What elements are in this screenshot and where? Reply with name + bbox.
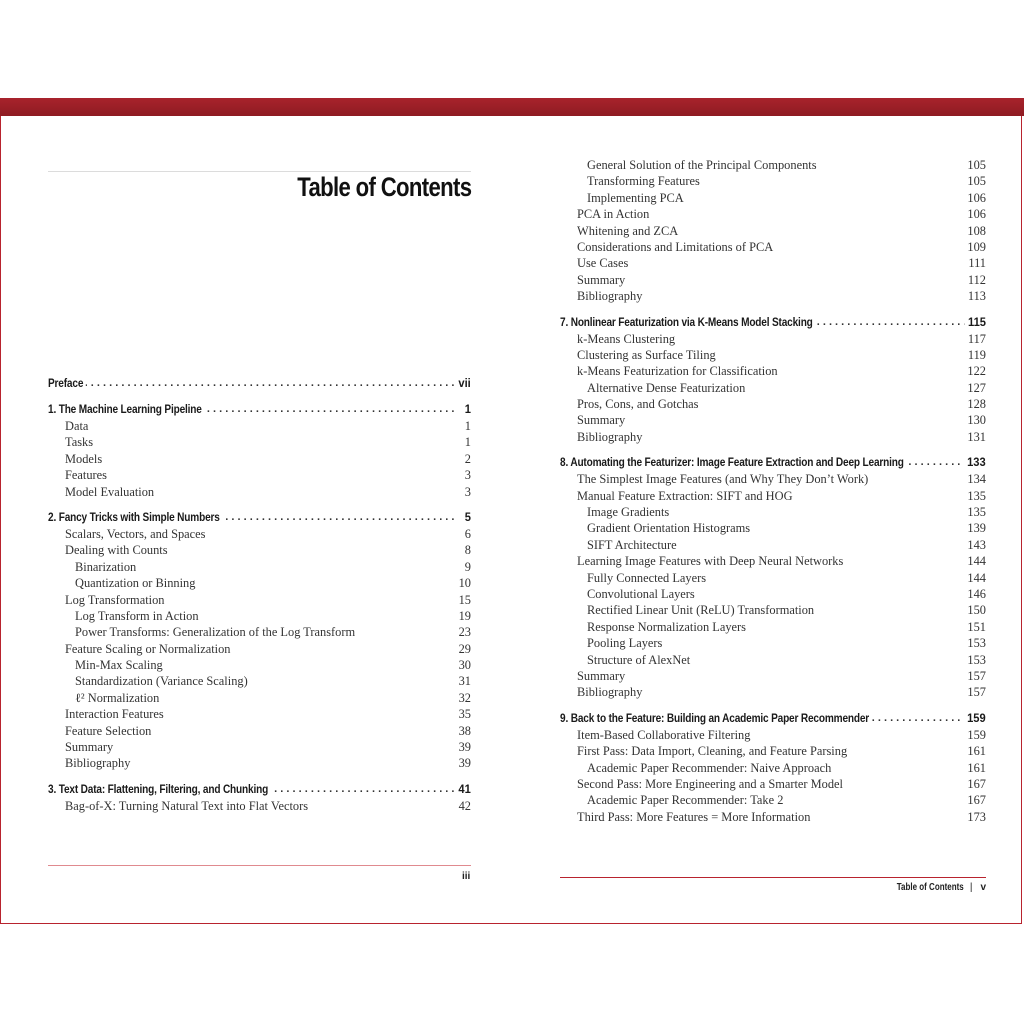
toc-entry-title: Academic Paper Recommender: Take 2	[587, 793, 784, 808]
toc-entry-title: SIFT Architecture	[587, 537, 677, 552]
toc-entry-page: 15	[458, 592, 471, 607]
toc-entry-page: 2	[464, 451, 471, 466]
toc-chapter-entry[interactable]	[48, 780, 471, 798]
toc-entry-title: Fully Connected Layers	[587, 570, 707, 585]
toc-entry-page: 135	[967, 505, 986, 520]
toc-entry-title: Image Gradients	[587, 505, 670, 520]
toc-entry-title: Learning Image Features with Deep Neural Networks	[577, 554, 844, 569]
toc-entry-page: 113	[967, 289, 986, 304]
toc-entry-page: 144	[967, 570, 986, 585]
toc-subsection-entry[interactable]	[560, 602, 986, 618]
toc-section-entry[interactable]	[560, 429, 986, 445]
toc-entry-page: 159	[967, 727, 986, 742]
toc-entry-page: 8	[464, 543, 471, 558]
toc-entry-page: 115	[964, 313, 986, 331]
toc-entry-page: 1	[461, 400, 471, 418]
toc-entry-title: Bibliography	[65, 756, 131, 771]
toc-entry-title: 9. Back to the Feature: Building an Academic Paper Recommender	[560, 709, 872, 727]
toc-entry-title: Bibliography	[577, 289, 643, 304]
toc-entry-title: 8. Automating the Featurizer: Image Feature Extraction and Deep Learning	[560, 453, 906, 471]
toc-entry-title: PCA in Action	[577, 207, 650, 222]
toc-entry-page: 157	[967, 685, 986, 700]
toc-subsection-entry[interactable]	[560, 380, 986, 396]
toc-entry-page: 122	[967, 364, 986, 379]
toc-entry-title: Considerations and Limitations of PCA	[577, 239, 774, 254]
footer-separator: |	[969, 882, 973, 893]
toc-section-entry[interactable]	[560, 809, 986, 825]
toc-entry-page: 42	[458, 798, 471, 813]
toc-entry-title: Whitening and ZCA	[577, 223, 679, 238]
toc-entry-title: Third Pass: More Features = More Information	[577, 809, 811, 824]
toc-entry-title: Summary	[577, 413, 626, 428]
toc-entry-page: 39	[458, 740, 471, 755]
toc-section-entry[interactable]	[48, 451, 471, 467]
toc-subsection-entry[interactable]	[560, 760, 986, 776]
toc-section-entry[interactable]	[48, 434, 471, 450]
toc-entry-page: 32	[458, 690, 471, 705]
toc-entry-title: Implementing PCA	[587, 190, 684, 205]
toc-entry-page: 39	[458, 756, 471, 771]
toc-entry-title: The Simplest Image Features (and Why They Don’t Work)	[577, 472, 869, 487]
toc-entry-page: 131	[967, 429, 986, 444]
toc-entry-title: Bibliography	[577, 685, 643, 700]
toc-entry-page: 139	[967, 521, 986, 536]
toc-entry-page: 153	[967, 652, 986, 667]
toc-subsection-entry[interactable]	[48, 690, 471, 706]
toc-entry-page: 161	[967, 744, 986, 759]
toc-subsection-entry[interactable]	[48, 673, 471, 689]
toc-entry-page: 106	[967, 190, 986, 205]
toc-entry-title: ℓ² Normalization	[75, 690, 160, 705]
toc-entry-page: 173	[967, 809, 986, 824]
toc-subsection-entry[interactable]	[560, 520, 986, 536]
toc-entry-page: 105	[967, 158, 986, 172]
toc-section-entry[interactable]	[560, 743, 986, 759]
toc-section-entry[interactable]	[48, 526, 471, 542]
toc-entry-page: 9	[464, 559, 471, 574]
toc-subsection-entry[interactable]	[560, 157, 986, 173]
top-color-band	[0, 98, 1024, 116]
toc-entry-page: 157	[967, 668, 986, 683]
toc-entry-page: 1	[464, 435, 471, 450]
toc-entry-page: 3	[464, 468, 471, 483]
toc-section-entry[interactable]	[48, 641, 471, 657]
toc-entry-page: 1	[464, 419, 471, 433]
toc-entry-title: Dealing with Counts	[65, 543, 168, 558]
toc-entry-title: Feature Scaling or Normalization	[65, 641, 231, 656]
toc-entry-title: Min-Max Scaling	[75, 658, 163, 673]
toc-subsection-entry[interactable]	[560, 619, 986, 635]
toc-entry-page: 10	[458, 576, 471, 591]
toc-chapter-entry[interactable]	[48, 400, 471, 418]
toc-entry-page: 108	[967, 223, 986, 238]
toc-entry-title: Alternative Dense Featurization	[587, 380, 746, 395]
toc-entry-title: Clustering as Surface Tiling	[577, 347, 716, 362]
toc-entry-page: 127	[967, 380, 986, 395]
toc-entry-title: Standardization (Variance Scaling)	[75, 674, 248, 689]
toc-entry-title: 1. The Machine Learning Pipeline	[48, 400, 204, 418]
toc-entry-title: Manual Feature Extraction: SIFT and HOG	[577, 488, 793, 503]
toc-entry-title: Summary	[65, 740, 114, 755]
toc-entry-page: 3	[464, 484, 471, 499]
toc-entry-page: vii	[455, 374, 471, 392]
toc-entry-title: Summary	[577, 668, 626, 683]
toc-entry-title: Pooling Layers	[587, 636, 663, 651]
toc-entry-title: 3. Text Data: Flattening, Filtering, and Chunking	[48, 780, 271, 798]
toc-chapter-entry[interactable]	[560, 453, 986, 471]
running-footer-label: Table of Contents	[896, 882, 964, 893]
toc-entry-page: 167	[967, 776, 986, 791]
toc-entry-title: Models	[65, 451, 103, 466]
toc-subsection-entry[interactable]	[560, 792, 986, 808]
toc-subsection-entry[interactable]	[560, 652, 986, 668]
toc-section-entry[interactable]	[560, 347, 986, 363]
toc-entry-page: 130	[967, 413, 986, 428]
toc-entry-page: 6	[464, 526, 471, 541]
right-folio: v	[980, 882, 986, 893]
toc-entry-title: Feature Selection	[65, 723, 152, 738]
toc-entry-page: 31	[458, 674, 471, 689]
toc-entry-page: 35	[458, 707, 471, 722]
toc-entry-page: 159	[964, 709, 986, 727]
right-footer-rule	[560, 877, 986, 878]
toc-entry-page: 23	[458, 625, 471, 640]
right-page-toc	[560, 157, 986, 825]
toc-entry-title: Use Cases	[577, 256, 629, 271]
toc-entry-page: 151	[967, 619, 986, 634]
toc-section-entry[interactable]	[48, 418, 471, 434]
page-title: Table of Contents	[296, 172, 471, 202]
toc-subsection-entry[interactable]	[48, 657, 471, 673]
toc-entry-title: Summary	[577, 272, 626, 287]
toc-entry-page: 29	[458, 641, 471, 656]
toc-section-entry[interactable]	[560, 412, 986, 428]
toc-entry-title: 2. Fancy Tricks with Simple Numbers	[48, 508, 222, 526]
toc-entry-page: 38	[458, 723, 471, 738]
toc-entry-page: 111	[968, 256, 986, 271]
toc-chapter-entry[interactable]	[48, 508, 471, 526]
toc-section-entry[interactable]	[560, 727, 986, 743]
toc-section-entry[interactable]	[48, 542, 471, 558]
toc-entry-title: 7. Nonlinear Featurization via K-Means Model Stacking	[560, 313, 815, 331]
toc-section-entry[interactable]	[48, 484, 471, 500]
toc-entry-title: Binarization	[75, 559, 137, 574]
toc-entry-title: Second Pass: More Engineering and a Smarter Model	[577, 776, 843, 791]
toc-entry-page: 119	[967, 347, 986, 362]
toc-entry-page: 143	[967, 537, 986, 552]
toc-section-entry[interactable]	[48, 706, 471, 722]
dot-leader	[48, 374, 455, 392]
toc-entry-page: 146	[967, 586, 986, 601]
toc-entry-title: Academic Paper Recommender: Naive Approach	[587, 760, 832, 775]
toc-entry-page: 105	[967, 174, 986, 189]
toc-subsection-entry[interactable]	[48, 559, 471, 575]
toc-entry-title: Scalars, Vectors, and Spaces	[65, 526, 206, 541]
toc-entry-title: Convolutional Layers	[587, 586, 695, 601]
toc-entry-page: 117	[967, 331, 986, 346]
toc-entry-page: 167	[967, 793, 986, 808]
toc-entry-page: 112	[967, 272, 986, 287]
toc-subsection-entry[interactable]	[560, 635, 986, 651]
toc-entry-title: Bag-of-X: Turning Natural Text into Flat Vectors	[65, 798, 309, 813]
toc-entry-page: 150	[967, 603, 986, 618]
toc-entry-page: 134	[967, 472, 986, 487]
toc-entry-title: Rectified Linear Unit (ReLU) Transformation	[587, 603, 815, 618]
toc-entry-title: Structure of AlexNet	[587, 652, 691, 667]
left-folio: iii	[462, 871, 471, 882]
toc-entry-title: Bibliography	[577, 429, 643, 444]
toc-entry-title: First Pass: Data Import, Cleaning, and Feature Parsing	[577, 744, 848, 759]
toc-section-entry[interactable]	[560, 223, 986, 239]
toc-entry-page: 106	[967, 207, 986, 222]
toc-section-entry[interactable]	[560, 684, 986, 700]
toc-entry-page: 19	[458, 608, 471, 623]
toc-entry-page: 41	[455, 780, 471, 798]
toc-section-entry[interactable]	[560, 363, 986, 379]
toc-section-entry[interactable]	[48, 467, 471, 483]
toc-entry-page: 109	[967, 239, 986, 254]
toc-entry-page: 30	[458, 658, 471, 673]
toc-entry-title: Power Transforms: Generalization of the Log Transform	[75, 625, 356, 640]
toc-entry-title: General Solution of the Principal Components	[587, 158, 817, 172]
toc-section-entry[interactable]	[48, 592, 471, 608]
toc-entry-page: 135	[967, 488, 986, 503]
toc-section-entry[interactable]	[560, 255, 986, 271]
toc-section-entry[interactable]	[48, 739, 471, 755]
toc-section-entry[interactable]	[560, 396, 986, 412]
toc-section-entry[interactable]	[560, 488, 986, 504]
left-footer-rule	[48, 865, 471, 866]
toc-section-entry[interactable]	[560, 776, 986, 792]
toc-entry-title: Transforming Features	[587, 174, 700, 189]
toc-entry-title: Item-Based Collaborative Filtering	[577, 727, 751, 742]
toc-entry-page: 128	[967, 397, 986, 412]
toc-subsection-entry[interactable]	[560, 537, 986, 553]
toc-entry-page: 133	[964, 453, 986, 471]
toc-entry-title: Quantization or Binning	[75, 576, 196, 591]
toc-entry-title: Data	[65, 419, 89, 433]
toc-section-entry[interactable]	[560, 206, 986, 222]
toc-section-entry[interactable]	[560, 272, 986, 288]
toc-subsection-entry[interactable]	[560, 570, 986, 586]
toc-entry-page: 153	[967, 636, 986, 651]
toc-entry-page: 5	[461, 508, 471, 526]
toc-entry-title: Preface	[48, 374, 86, 392]
toc-section-entry[interactable]	[48, 798, 471, 814]
toc-subsection-entry[interactable]	[560, 504, 986, 520]
toc-subsection-entry[interactable]	[560, 190, 986, 206]
toc-entry-title: Model Evaluation	[65, 484, 155, 499]
toc-subsection-entry[interactable]	[560, 173, 986, 189]
toc-entry-title: Features	[65, 468, 107, 483]
toc-subsection-entry[interactable]	[48, 624, 471, 640]
toc-section-entry[interactable]	[560, 553, 986, 569]
toc-subsection-entry[interactable]	[48, 575, 471, 591]
toc-entry-title: Interaction Features	[65, 707, 164, 722]
running-footer	[880, 882, 986, 893]
left-page-toc	[48, 374, 471, 814]
toc-chapter-entry[interactable]	[560, 313, 986, 331]
toc-entry-title: k-Means Clustering	[577, 331, 676, 346]
toc-entry-title: Pros, Cons, and Gotchas	[577, 397, 699, 412]
toc-section-entry[interactable]	[560, 668, 986, 684]
toc-subsection-entry[interactable]	[560, 586, 986, 602]
toc-entry-title: Log Transform in Action	[75, 608, 199, 623]
toc-chapter-entry[interactable]	[560, 709, 986, 727]
toc-entry-title: k-Means Featurization for Classification	[577, 364, 778, 379]
toc-entry-title: Response Normalization Layers	[587, 619, 746, 634]
toc-section-entry[interactable]	[560, 471, 986, 487]
toc-subsection-entry[interactable]	[48, 608, 471, 624]
toc-entry-title: Tasks	[65, 435, 94, 450]
toc-section-entry[interactable]	[560, 288, 986, 304]
toc-entry-title: Log Transformation	[65, 592, 165, 607]
toc-entry-page: 144	[967, 554, 986, 569]
toc-entry-title: Gradient Orientation Histograms	[587, 521, 751, 536]
toc-section-entry[interactable]	[48, 755, 471, 771]
toc-chapter-entry[interactable]	[48, 374, 471, 392]
toc-section-entry[interactable]	[560, 331, 986, 347]
toc-entry-page: 161	[967, 760, 986, 775]
toc-section-entry[interactable]	[48, 723, 471, 739]
toc-section-entry[interactable]	[560, 239, 986, 255]
